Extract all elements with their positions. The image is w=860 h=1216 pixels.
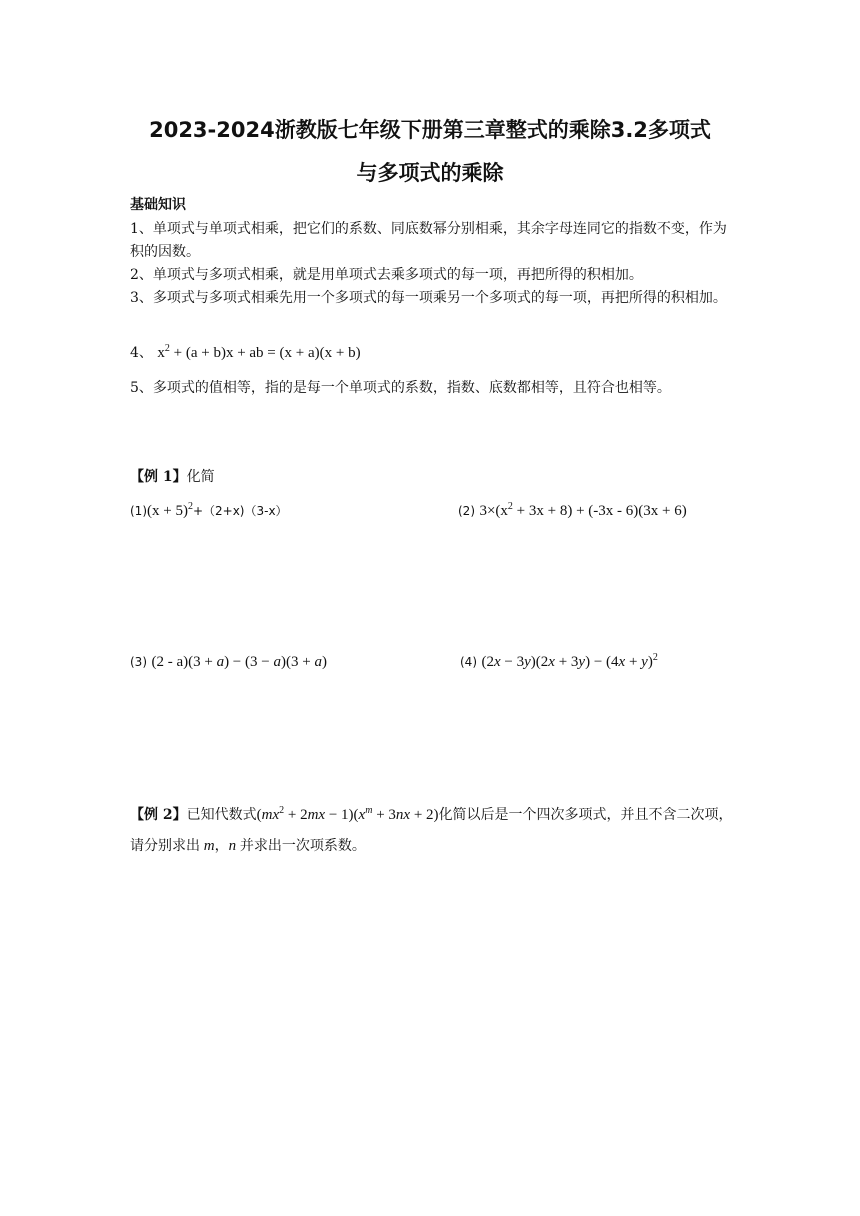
basics-item-4-formula: $x^2 + (a + b)x$ + ab = (x + a)(x + b) <box>157 343 361 361</box>
problem-4-number: (4) <box>460 655 477 669</box>
basics-item-3: 3、多项式与多项式相乘先用一个多项式的每一项乘另一个多项式的每一项，再把所得的积相加。 <box>130 290 727 306</box>
basics-heading: 基础知识 <box>130 197 186 213</box>
problem-1-tail: +（2+x)（3-x） <box>192 504 288 518</box>
example-2-expression: $(mx^2 + 2mx - 1)(x^m + 3nx + 2)$ <box>256 805 439 823</box>
document-title-continued: 与多项式的乘除 <box>356 161 504 185</box>
example-1-problem-4 <box>460 651 658 673</box>
example-2-text-before: 已知代数式 <box>186 807 257 823</box>
basics-item-4 <box>130 342 735 365</box>
example-2-var-n: n <box>228 838 237 854</box>
example-2-text-end: 并求出一次项系数。 <box>239 838 366 854</box>
problem-4-formula: $(2x - 3y)(2x + 3y) - (4x + y)^2$ <box>481 652 658 670</box>
example-1-problem-1 <box>130 500 288 522</box>
example-2-separator: ， <box>214 838 229 854</box>
basics-item-5: 5、多项式的值相等，指的是每一个单项式的系数，指数、底数都相等，且符合也相等。 <box>130 380 671 396</box>
problem-2-formula: $3\times(x^2 + 3x + 8) + (-3x - 6)(3x + 6)$ <box>479 501 687 519</box>
example-1-heading <box>130 466 215 486</box>
problem-3-number: (3) <box>130 655 147 669</box>
example-1-label: 【例 1】 <box>130 469 187 485</box>
example-2-text-after: 化简以后是一个四次多项式，并且不含二次项，请分别求出 <box>130 807 733 854</box>
basics-item-2: 2、单项式与多项式相乘，就是用单项式去乘多项式的每一项，再把所得的积相加。 <box>130 267 643 283</box>
problem-1-number: (1) <box>130 504 147 518</box>
document-title: 2023-2024浙教版七年级下册第三章整式的乘除3.2多项式 <box>149 118 711 142</box>
problem-3-formula: (2 - a)(3 + a) − (3 − a)(3 + a) <box>151 654 327 670</box>
example-1-instruction: 化简 <box>186 469 215 485</box>
example-1-problem-2 <box>458 500 687 522</box>
problem-1-formula: $(x + 5)^2$ <box>147 501 193 519</box>
basics-item-1: 1、单项式与单项式相乘，把它们的系数、同底数幂分别相乘，其余字母连同它的指数不变，作为积的因数。 <box>130 221 727 260</box>
basics-item-4-number: 4、 <box>130 345 153 361</box>
example-1-problem-3 <box>130 651 327 673</box>
example-2-label: 【例 2】 <box>130 807 187 823</box>
example-2 <box>130 800 740 862</box>
example-2-var-m: m <box>203 838 215 854</box>
problem-2-number: (2) <box>458 504 475 518</box>
